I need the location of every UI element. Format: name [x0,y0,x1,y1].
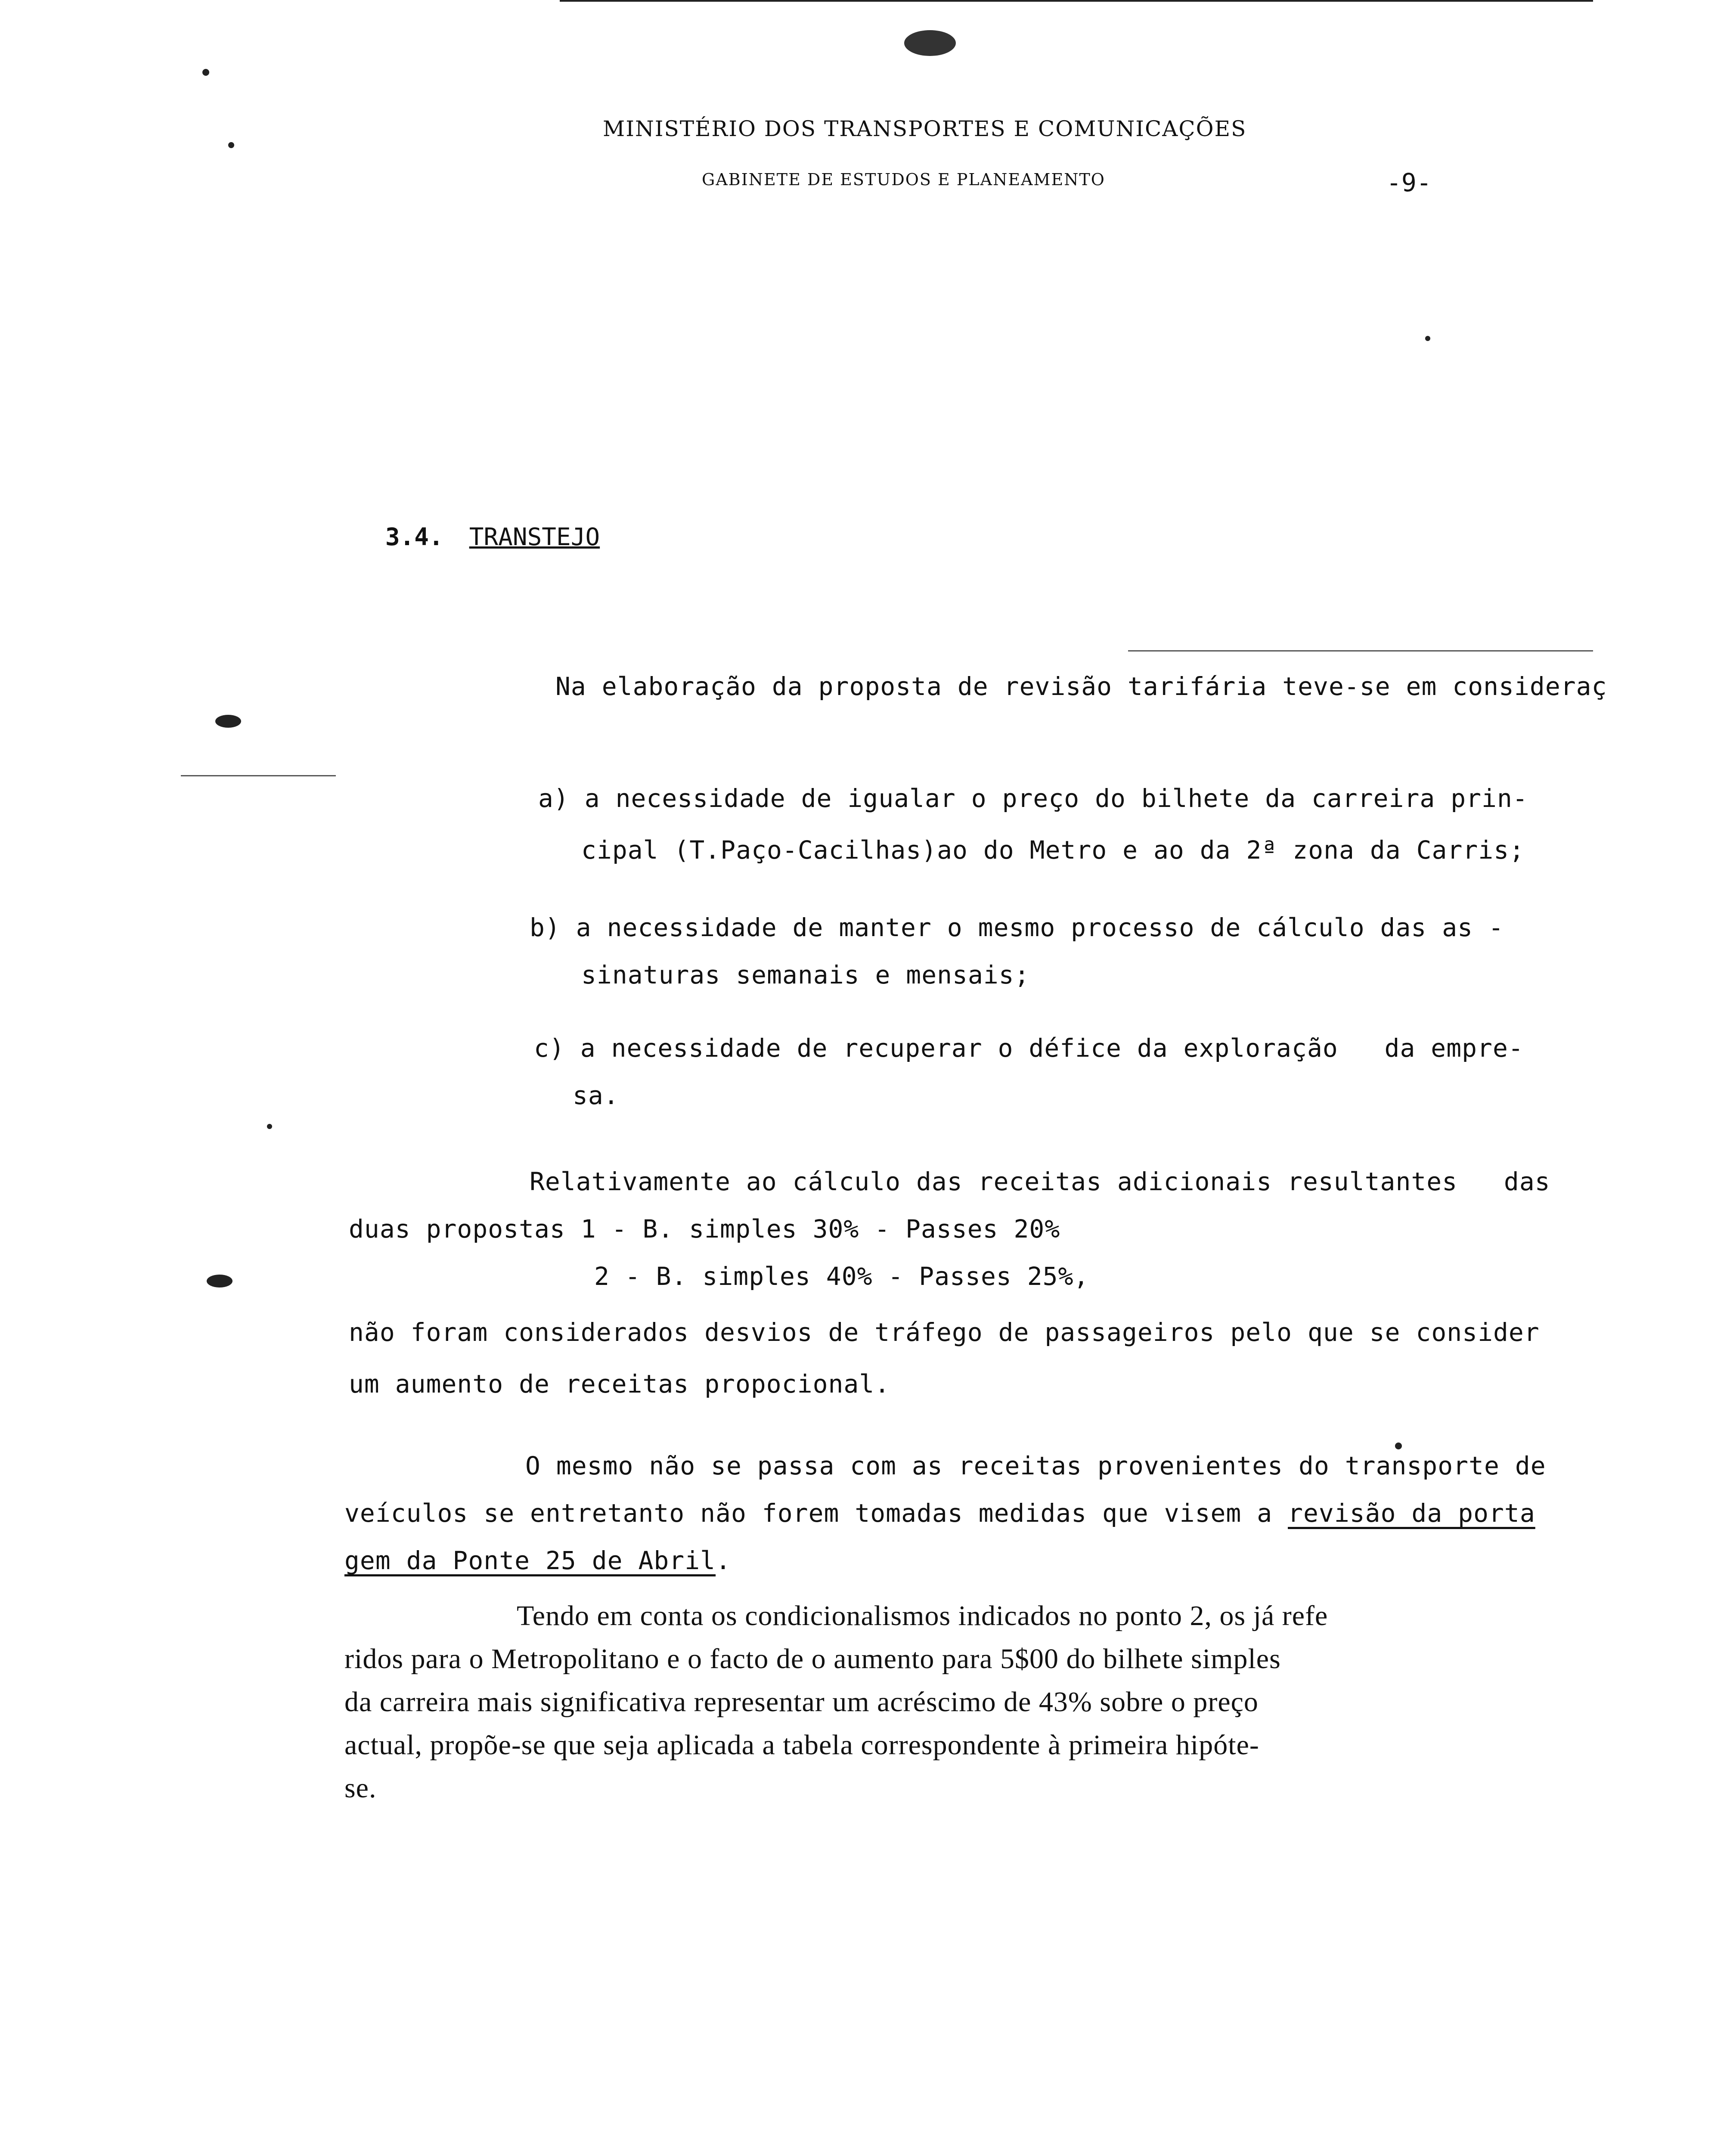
scan-blot [904,30,956,56]
item-b-line2: sinaturas semanais e mensais; [581,960,1030,990]
para3-line1: Tendo em conta os condicionalismos indicados no ponto 2, os já refe [517,1600,1328,1632]
scan-speck [267,1124,272,1129]
section-title: TRANSTEJO [469,523,600,551]
section-heading [327,495,600,579]
item-a-line2: cipal (T.Paço-Cacilhas)ao do Metro e ao da 2ª zona da Carris; [581,835,1525,865]
para1-line2: duas propostas 1 - B. simples 30% - Passes 20% [349,1214,1060,1244]
intro-line: Na elaboração da proposta de revisão tarifária teve-se em consideraç [555,672,1607,701]
page-number: -9- [1386,168,1432,197]
para3-line2: ridos para o Metropolitano e o facto de o aumento para 5$00 do bilhete simples [344,1643,1281,1675]
para3-line5: se. [344,1772,377,1804]
scan-dash-line [1128,650,1593,651]
para2-line2-text: veículos se entretanto não forem tomadas medidas que visem a [344,1498,1288,1528]
item-a-line1: a) a necessidade de igualar o preço do bilhete da carreira prin- [538,784,1528,813]
scan-speck [228,142,234,148]
para1-line4: não foram considerados desvios de tráfego de passageiros pelo que se consider [349,1318,1540,1347]
para2-underlined-bridge: gem da Ponte 25 de Abril [344,1546,716,1575]
ministry-header: MINISTÉRIO DOS TRANSPORTES E COMUNICAÇÕES [603,116,1247,141]
para3-line3: da carreira mais significativa representar um acréscimo de 43% sobre o preço [344,1686,1259,1718]
para1-line5: um aumento de receitas propocional. [349,1369,890,1399]
cabinet-header: GABINETE DE ESTUDOS E PLANEAMENTO [702,170,1105,189]
item-c-line1: c) a necessidade de recuperar o défice da exploração da empre- [534,1033,1524,1063]
para1-line1: Relativamente ao cálculo das receitas adicionais resultantes das [530,1167,1550,1196]
item-b-line1: b) a necessidade de manter o mesmo processo de cálculo das as - [530,913,1504,942]
scan-speck [202,69,209,76]
para1-line3: 2 - B. simples 40% - Passes 25%, [594,1262,1089,1291]
item-c-line2: sa. [573,1081,619,1110]
scan-speck [1395,1443,1402,1449]
scan-mark [215,715,241,728]
scan-mark [207,1275,232,1287]
top-scan-border [560,0,1593,2]
scan-speck [1425,336,1430,341]
para2-line1: O mesmo não se passa com as receitas provenientes do transporte de [525,1451,1546,1480]
scan-dash-line [181,775,336,776]
para2-underlined-phrase: revisão da porta [1288,1498,1535,1528]
para3-line4: actual, propõe-se que seja aplicada a tabela correspondente à primeira hipóte- [344,1729,1259,1761]
para2-period: . [716,1546,731,1575]
section-number: 3.4. [385,523,443,551]
para2-line3 [344,1546,731,1575]
para2-line2 [344,1498,1535,1528]
